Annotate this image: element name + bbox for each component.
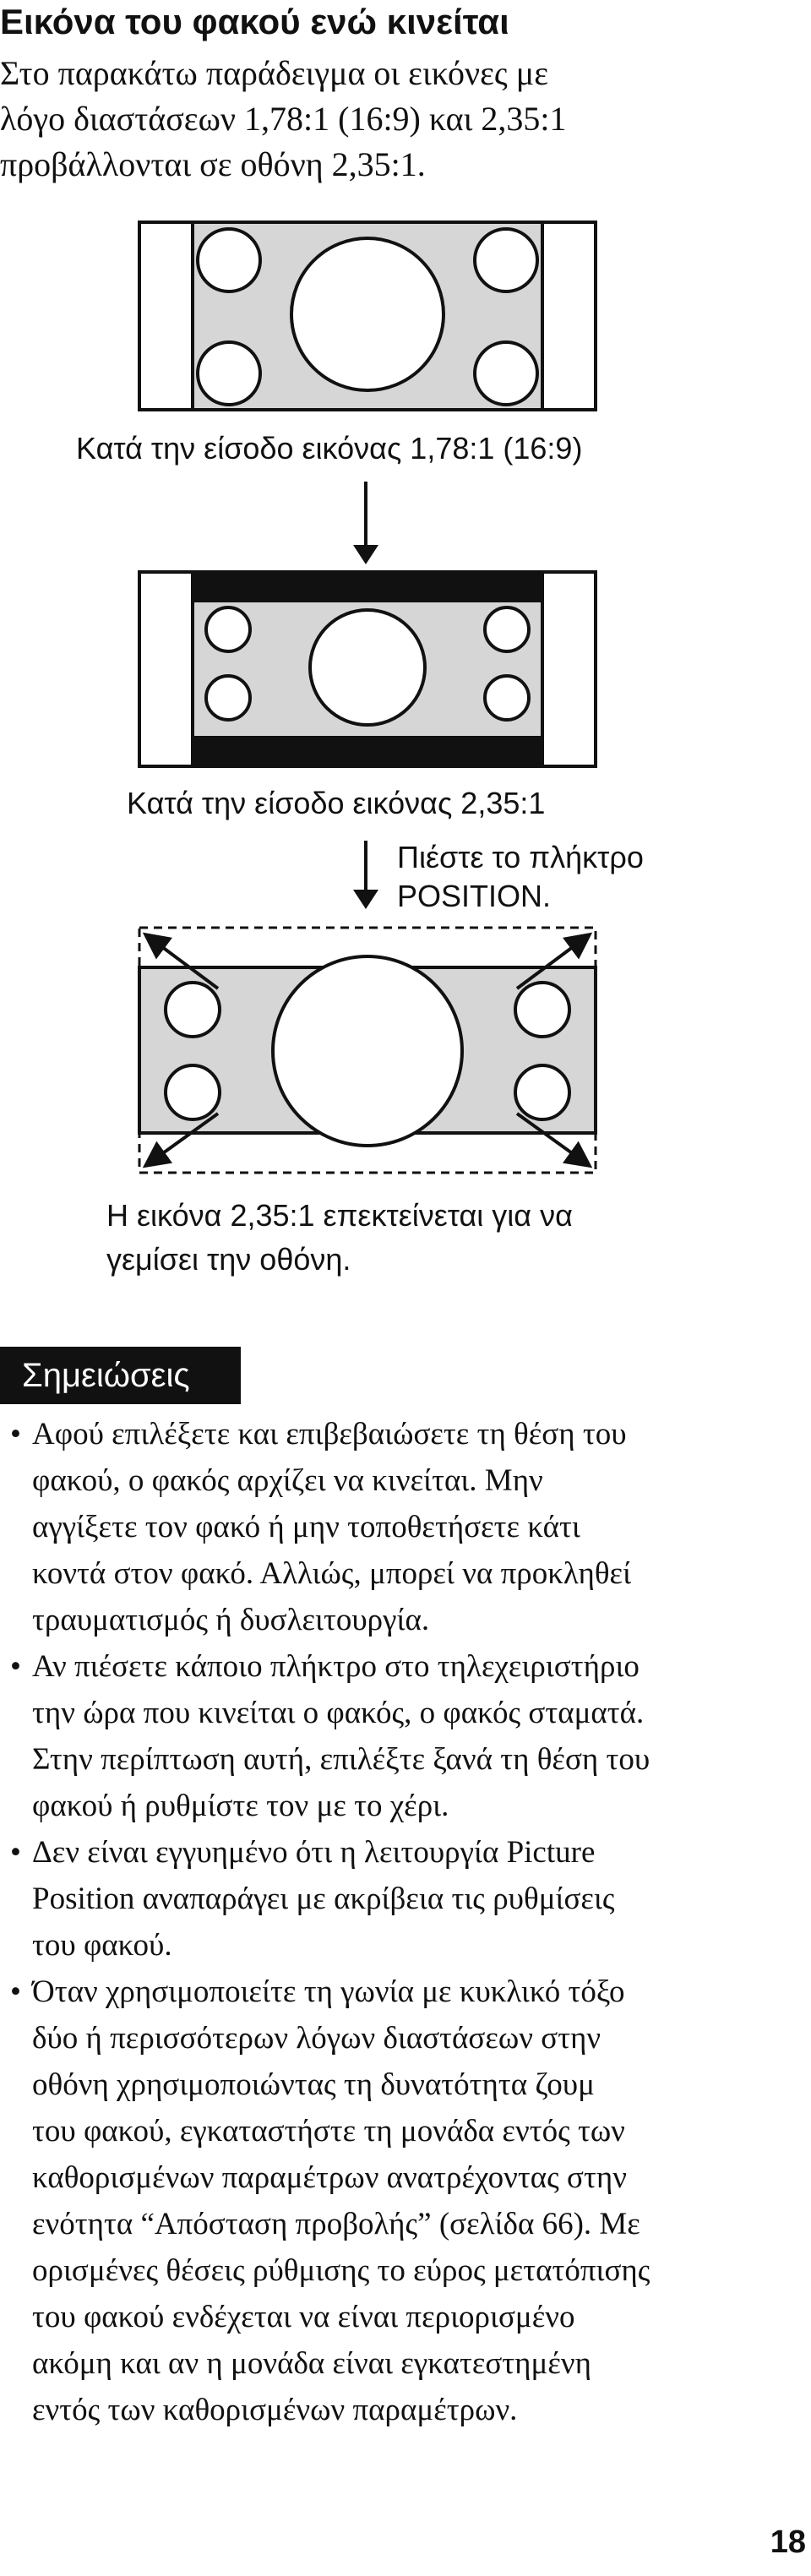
bullet: • <box>10 1974 21 2009</box>
note-4-line-4: του φακού, εγκαταστήστε τη μονάδα εντός των <box>32 2114 625 2148</box>
note-4-line-5: καθορισμένων παραμέτρων ανατρέχοντας στην <box>32 2160 627 2195</box>
press-position-line-1: Πιέστε το πλήκτρο <box>397 840 644 874</box>
note-4-line-1: Όταν χρησιμοποιείτε τη γωνία με κυκλικό τόξο <box>32 1974 625 2009</box>
intro-line-1: Στο παρακάτω παράδειγμα οι εικόνες με <box>0 54 548 92</box>
screen-235-expanded <box>139 928 596 1173</box>
note-4-line-6: ενότητα “Απόσταση προβολής” (σελίδα 66). Με <box>32 2207 640 2241</box>
note-2-line-1: Αν πιέσετε κάποιο πλήκτρο στο τηλεχειριστήριο <box>32 1649 640 1684</box>
note-4-line-10: εντός των καθορισμένων παραμέτρων. <box>32 2393 518 2427</box>
note-4-line-8: του φακού ενδέχεται να είναι περιορισμένο <box>32 2300 575 2334</box>
intro-line-2: λόγο διαστάσεων 1,78:1 (16:9) και 2,35:1 <box>0 100 567 138</box>
screen-169-input <box>139 222 596 410</box>
note-1-line-2: φακού, ο φακός αρχίζει να κινείται. Μην <box>32 1463 543 1498</box>
press-position-line-2: POSITION. <box>397 879 552 913</box>
note-4-line-3: οθόνη χρησιμοποιώντας τη δυνατότητα ζουμ <box>32 2067 595 2102</box>
down-arrow-icon <box>353 841 378 909</box>
letterbox-bottom <box>193 736 542 766</box>
note-3-line-3: του φακού. <box>32 1928 172 1963</box>
caption-expanded-line-2: γεμίσει την οθόνη. <box>106 1242 351 1277</box>
note-1-line-3: αγγίξετε τον φακό ή μην τοποθετήσετε κάτι <box>32 1510 580 1544</box>
note-4-line-7: ορισμένες θέσεις ρύθμισης το εύρος μετατόπισης <box>32 2253 650 2288</box>
caption-169-input: Κατά την είσοδο εικόνας 1,78:1 (16:9) <box>76 431 583 466</box>
notes-heading: Σημειώσεις <box>0 1347 241 1404</box>
caption-expanded-line-1: Η εικόνα 2,35:1 επεκτείνεται για να <box>106 1198 573 1233</box>
bullet: • <box>10 1835 21 1870</box>
section-title: Εικόνα του φακού ενώ κινείται <box>0 2 509 41</box>
note-4-line-2: δύο ή περισσότερων λόγων διαστάσεων στην <box>32 2021 601 2056</box>
note-1-line-1: Αφού επιλέξετε και επιβεβαιώσετε τη θέση του <box>32 1417 627 1451</box>
letterbox-top <box>193 572 542 602</box>
lens-movement-diagram <box>0 0 811 1267</box>
intro-line-3: προβάλλονται σε οθόνη 2,35:1. <box>0 145 426 183</box>
down-arrow-icon <box>353 482 378 564</box>
note-3-line-2: Position αναπαράγει με ακρίβεια τις ρυθμίσεις <box>32 1882 615 1916</box>
bullet: • <box>10 1649 21 1684</box>
screen-235-input <box>139 572 596 766</box>
page-number: 18 <box>770 2524 806 2560</box>
bullet: • <box>10 1417 21 1451</box>
note-3-line-1: Δεν είναι εγγυημένο ότι η λειτουργία Picture <box>32 1835 596 1870</box>
note-1-line-5: τραυματισμός ή δυσλειτουργία. <box>32 1603 430 1637</box>
note-2-line-4: φακού ή ρυθμίστε τον με το χέρι. <box>32 1789 449 1823</box>
note-1-line-4: κοντά στον φακό. Αλλιώς, μπορεί να προκληθεί <box>32 1556 632 1591</box>
note-4-line-9: ακόμη και αν η μονάδα είναι εγκατεστημένη <box>32 2346 591 2381</box>
caption-235-input: Κατά την είσοδο εικόνας 2,35:1 <box>127 786 546 820</box>
note-2-line-2: την ώρα που κινείται ο φακός, ο φακός σταματά. <box>32 1696 645 1730</box>
note-2-line-3: Στην περίπτωση αυτή, επιλέξτε ξανά τη θέση του <box>32 1742 650 1777</box>
